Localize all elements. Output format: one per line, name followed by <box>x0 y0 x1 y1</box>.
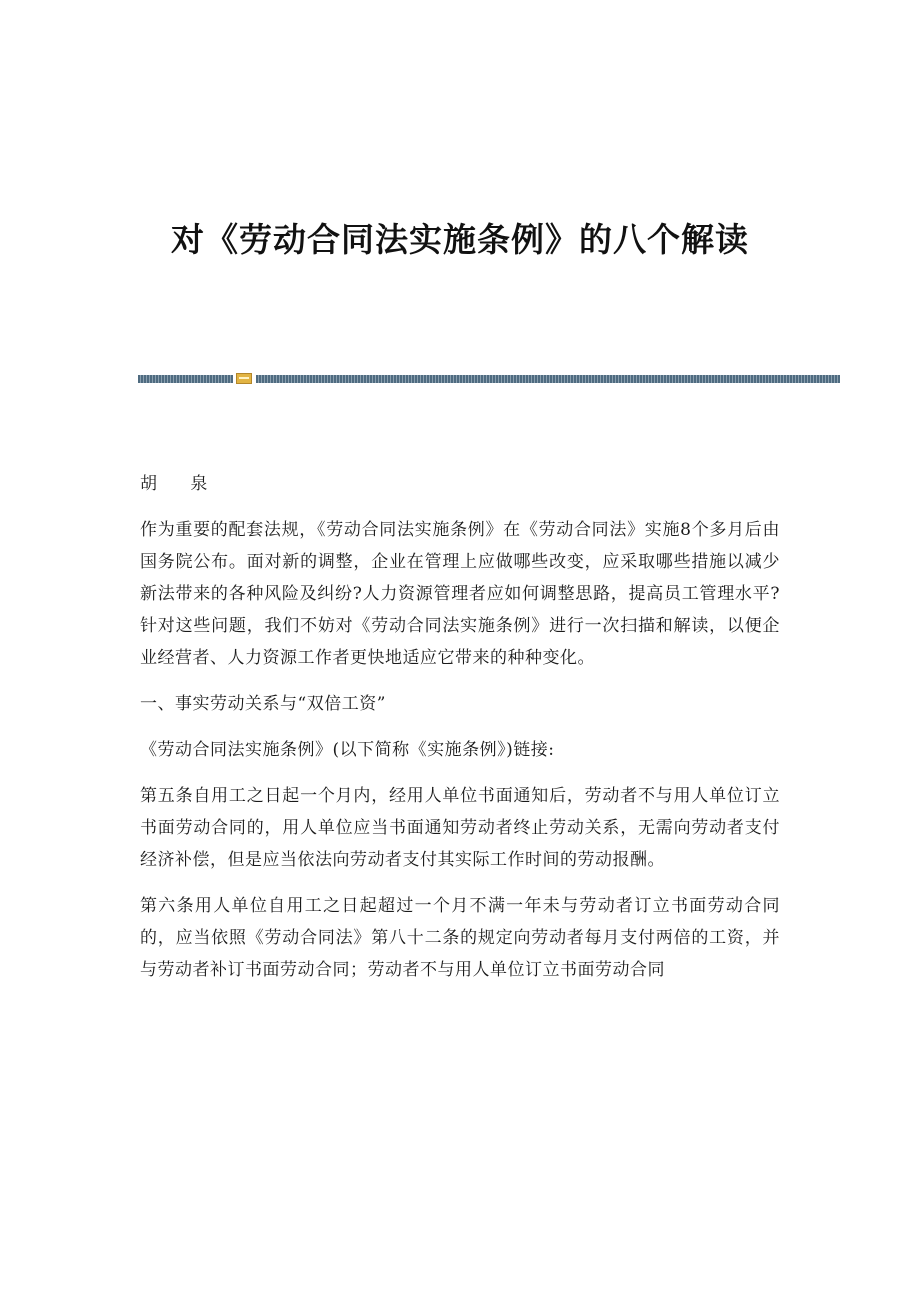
document-body <box>140 468 780 1000</box>
paragraph-article-6: 第六条用人单位自用工之日起超过一个月不满一年未与劳动者订立书面劳动合同的，应当依照《劳动合同法》第八十二条的规定向劳动者每月支付两倍的工资，并与劳动者补订书面劳动合同；劳动者不与用人单位订立书面劳动合同 <box>140 896 780 980</box>
paragraph-intro: 作为重要的配套法规，《劳动合同法实施条例》在《劳动合同法》实施8个多月后由国务院公布。面对新的调整，企业在管理上应做哪些改变，应采取哪些措施以减少新法带来的各种风险及纠纷?人力资源管理者应如何调整思路，提高员工管理水平?针对这些问题，我们不妨对《劳动合同法实施条例》进行一次扫描和解读，以便企业经营者、人力资源工作者更快地适应它带来的种种变化。 <box>140 520 780 668</box>
title-divider-left <box>138 375 233 383</box>
section-heading-1: 一、事实劳动关系与“双倍工资” <box>140 694 386 714</box>
paragraph-link-note: 《劳动合同法实施条例》(以下简称《实施条例》)链接: <box>140 740 555 760</box>
divider-ornament-icon <box>236 373 252 384</box>
paragraph-article-5: 第五条自用工之日起一个月内，经用人单位书面通知后，劳动者不与用人单位订立书面劳动合同的，用人单位应当书面通知劳动者终止劳动关系，无需向劳动者支付经济补偿，但是应当依法向劳动者支付其实际工作时间的劳动报酬。 <box>140 786 780 870</box>
document-title: 对《劳动合同法实施条例》的八个解读 <box>171 220 749 259</box>
title-divider-right <box>256 375 840 383</box>
author-name: 胡 泉 <box>140 474 222 494</box>
